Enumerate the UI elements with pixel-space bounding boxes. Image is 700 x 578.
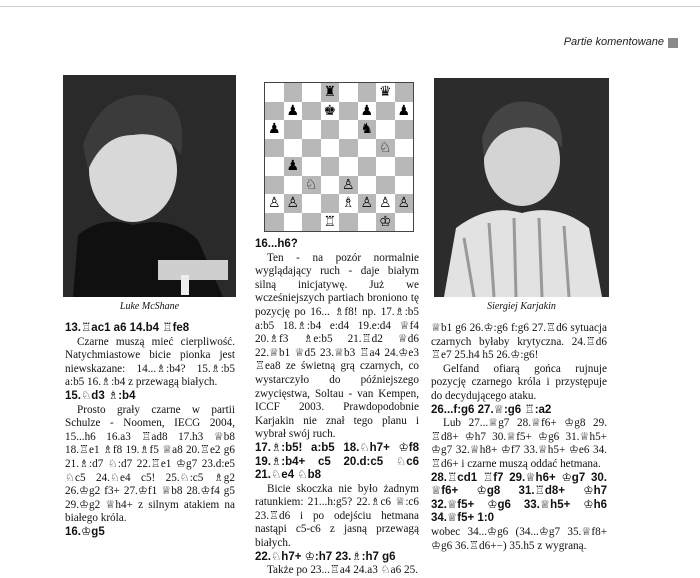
board-square — [339, 83, 358, 102]
board-square: ♟ — [284, 157, 303, 176]
move-line: 26...f:g6 27.♕:g6 ♖:a2 — [431, 403, 552, 416]
board-square: ♙ — [267, 195, 281, 212]
board-square — [358, 83, 377, 102]
board-square — [376, 176, 395, 195]
board-square — [302, 120, 321, 139]
board-square: ♚ — [323, 102, 337, 119]
board-square — [265, 139, 284, 158]
board-square — [339, 102, 358, 121]
move-line: 13.♖ac1 a6 14.b4 ♖fe8 — [65, 322, 190, 334]
move-line: 16.♔g5 — [65, 525, 105, 538]
top-rule — [0, 6, 700, 7]
board-square — [284, 176, 303, 195]
board-square: ♙ — [358, 194, 377, 213]
board-square: ♟ — [360, 102, 374, 119]
board-square — [358, 139, 377, 158]
paragraph: wobec 34...♔g6 (34...♔g7 35.♕f8+ ♔g6 36.♖d6+−) 35.h5 z wygraną. — [431, 525, 607, 552]
board-square — [321, 120, 340, 139]
paragraph: Gelfand ofiarą gońca rujnuje pozycję czarnego króla i przystępuje do decydującego ataku. — [431, 362, 607, 402]
board-square: ♙ — [284, 194, 303, 213]
column-middle — [255, 238, 419, 578]
board-square — [339, 157, 358, 176]
board-square — [339, 213, 358, 232]
board-square: ♙ — [395, 194, 414, 213]
board-square — [284, 83, 303, 102]
board-square — [302, 194, 321, 213]
board-square: ♛ — [378, 84, 392, 101]
board-square — [265, 157, 284, 176]
move-line: 15.♘d3 ♗:b4 — [65, 389, 136, 402]
caption-left: Luke McShane — [119, 301, 180, 312]
board-square — [358, 176, 377, 195]
board-square — [376, 102, 395, 121]
board-square: ♟ — [286, 102, 300, 119]
board-square: ♞ — [358, 120, 377, 139]
paragraph: ♕b1 g6 26.♔:g6 f:g6 27.♖d6 sytuacja czarnych byłaby krytyczna. 24.♖d6 ♖e7 25.h4 h5 26.♔:g6! — [431, 322, 607, 362]
board-square — [395, 213, 414, 232]
board-square — [265, 102, 284, 121]
board-square — [339, 139, 358, 158]
section-marker — [668, 38, 678, 48]
board-square — [265, 83, 284, 102]
board-square — [302, 157, 321, 176]
paragraph: Prosto grały czarne w partii Schulze - Noomen, IECG 2004, 15...h6 16.a3 ♖ad8 17.h3 ♕b8 18.♖e1 ♗f8 19.♗f5 ♕a8 20.♖e2 g6 21.♗:d7 ♘:d7 22.♖e1 ♔g7 23.d:e5 ♘c5 24.♘e4 c5! 25.♘:c5 ♗g2 26.♔g2 f3+ 27.♔f1 ♕b8 28.♔f4 g5 29.♔g2 ♕h4+ z silnym atakiem na białego króla. — [65, 403, 235, 525]
board-square — [395, 139, 414, 158]
board-square — [265, 213, 284, 232]
board-square: ♟ — [267, 121, 281, 138]
caption-right: Siergiej Karjakin — [487, 301, 556, 312]
board-square: ♙ — [339, 176, 358, 195]
board-square — [284, 213, 303, 232]
board-square: ♔ — [376, 213, 395, 232]
board-square — [358, 157, 377, 176]
column-left — [65, 322, 235, 540]
photo-luke-mcshane — [63, 75, 236, 297]
board-square — [395, 157, 414, 176]
section-title: Partie komentowane — [563, 36, 664, 48]
board-square: ♙ — [378, 195, 392, 212]
board-square — [302, 102, 321, 121]
board-square: ♘ — [302, 176, 321, 195]
chess-diagram — [264, 82, 414, 232]
paragraph: Lub 27...♕g7 28.♕f6+ ♔g8 29. ♖d8+ ♔h7 30.♕f5+ ♔g6 31.♕h5+ ♔g7 32.♕h8+ ♔f7 33.♕h5+ ♔e6 34. ♖d6+ i czarne muszą oddać hetmana. — [431, 417, 607, 470]
move-line: 28.♖cd1 ♖f7 29.♕h6+ ♔g7 30. ♕f6+ ♔g8 31.♖d8+ ♔h7 32.♕f5+ ♔g6 33.♕h5+ ♔h6 34.♕f5+ 1:0 — [431, 471, 607, 525]
board-square — [376, 157, 395, 176]
board-square — [339, 120, 358, 139]
board-square — [376, 120, 395, 139]
board-square — [284, 139, 303, 158]
board-square: ♟ — [397, 102, 411, 119]
move-line: 16...h6? — [255, 238, 298, 250]
board-square — [321, 139, 340, 158]
board-square — [395, 176, 414, 195]
board-square — [265, 176, 284, 195]
move-line: 22.♘h7+ ♔:h7 23.♗:h7 g6 — [255, 550, 396, 563]
board-square — [302, 83, 321, 102]
board-square: ♘ — [376, 139, 395, 158]
move-line: 17.♗:b5! a:b5 18.♘h7+ ♔f8 19.♗:b4+ c5 20.d:c5 ♘c6 21.♘e4 ♘b8 — [255, 441, 419, 482]
board-square — [321, 157, 340, 176]
paragraph: Także po 23...♖a4 24.a3 ♘a6 25. — [267, 564, 418, 577]
column-right — [431, 322, 607, 553]
board-square — [302, 213, 321, 232]
board-square — [395, 120, 414, 139]
board-square — [358, 213, 377, 232]
board-square: ♖ — [323, 213, 337, 230]
paragraph: Bicie skoczka nie było żadnym ratunkiem: 21...h:g5? 22.♗c6 ♕:c6 23.♖d6 i po odejściu hetmana nastąpi c5-c6 z jasną przewagą białych. — [255, 482, 419, 550]
board-square — [395, 83, 414, 102]
board-square: ♗ — [341, 195, 355, 212]
board-square — [284, 120, 303, 139]
photo-siergiej-karjakin — [434, 78, 609, 297]
paragraph: Ten - na pozór normalnie wyglądający ruch - daje białym silną inicjatywę. Już we wcześniejszych partiach broniono tę pozycję po 16... ♗f8! np. 17.♗:b5 a:b5 18.♗:b4 e:d4 19.e:d4 ♕f4 20.♗f3 ♗e:b5 21.♖d2 ♕d6 22.♕b1 ♕d5 23.♕b3 ♖a4 24.♔e3 ♖ea8 ze świetną grą czarnych, co wystarczyło do późniejszego zwycięstwa, Soltau - van Kempen, ICCF 2003. Prawdopodobnie Karjakin nie znał tego planu i wybrał swój ruch. — [255, 251, 419, 441]
paragraph: Czarne muszą mieć cierpliwość. Natychmiastowe bicie pionka jest niewskazane: 14...♗:b4? 15.♗:b5 a:b5 16.♗:b4 z przewagą białych. — [65, 335, 235, 389]
board-square — [302, 139, 321, 158]
board-square — [321, 176, 340, 195]
board-square — [321, 194, 340, 213]
board-square: ♜ — [321, 83, 340, 102]
